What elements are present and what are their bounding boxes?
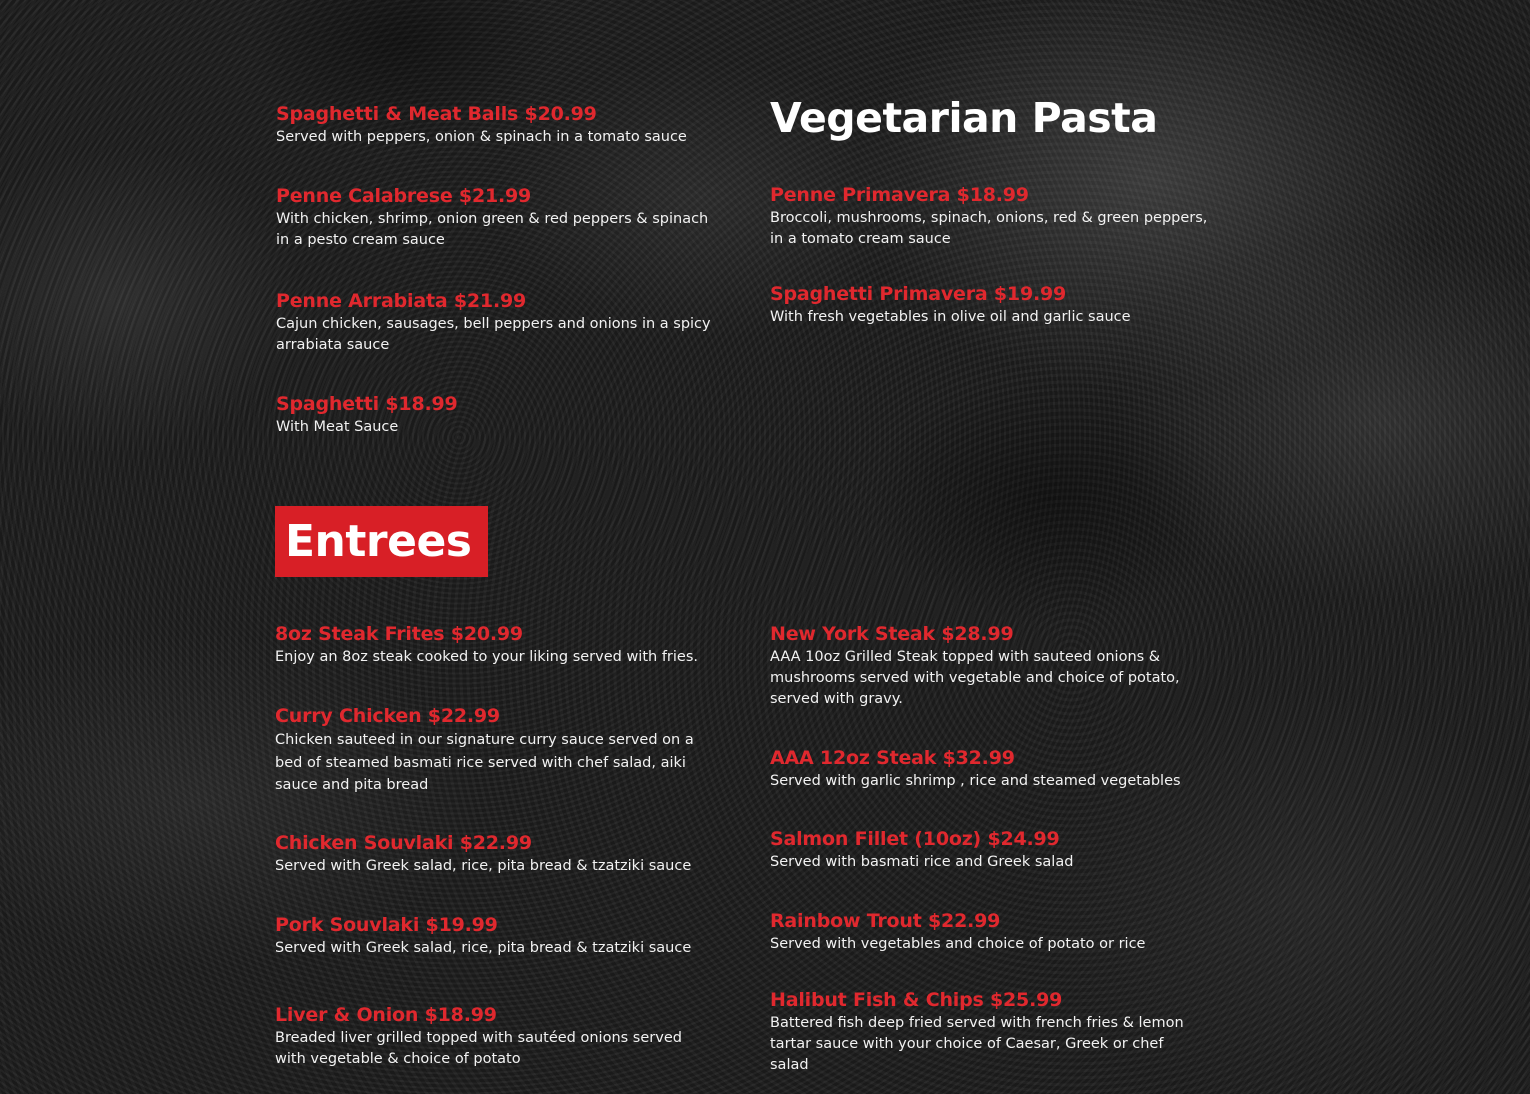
menu-item-description: Broccoli, mushrooms, spinach, onions, red & green peppers, in a tomato cream sauce [770, 210, 1208, 247]
menu-item [770, 282, 1210, 328]
section-heading-vegetarian-pasta: Vegetarian Pasta [770, 94, 1158, 142]
menu-item-title: Liver & Onion $18.99 [275, 1004, 497, 1026]
menu-item [275, 913, 715, 959]
menu-item-title: Rainbow Trout $22.99 [770, 910, 1001, 932]
menu-item-title: Spaghetti & Meat Balls $20.99 [276, 103, 597, 125]
menu-item-description: Served with Greek salad, rice, pita bread & tzatziki sauce [275, 940, 692, 956]
menu-item [275, 831, 715, 877]
menu-item-title: New York Steak $28.99 [770, 623, 1014, 645]
menu-item-title: Chicken Souvlaki $22.99 [275, 832, 532, 854]
menu-item-title: Penne Calabrese $21.99 [276, 185, 532, 207]
menu-item-description: Served with Greek salad, rice, pita bread & tzatziki sauce [275, 858, 692, 874]
menu-item-description: Served with basmati rice and Greek salad [770, 854, 1074, 870]
menu-item-title: AAA 12oz Steak $32.99 [770, 747, 1015, 769]
menu-item-title: Penne Primavera $18.99 [770, 184, 1029, 206]
menu-item-description: Chicken sauteed in our signature curry sauce served on a bed of steamed basmati rice served with chef salad, aiki sauce and pita bread [275, 732, 694, 793]
menu-item [770, 622, 1200, 710]
menu-item [276, 184, 716, 251]
menu-item [770, 746, 1200, 792]
menu-item-description: Breaded liver grilled topped with sautéed onions served with vegetable & choice of potato [275, 1030, 682, 1067]
menu-item [276, 289, 716, 356]
menu-item-title: Spaghetti $18.99 [276, 393, 458, 415]
menu-item-title: Pork Souvlaki $19.99 [275, 914, 498, 936]
menu-item-description: With chicken, shrimp, onion green & red peppers & spinach in a pesto cream sauce [276, 211, 709, 248]
menu-item [770, 827, 1200, 873]
menu-item-description: AAA 10oz Grilled Steak topped with sauteed onions & mushrooms served with vegetable and choice of potato, served with gravy. [770, 649, 1180, 707]
menu-item-description: Enjoy an 8oz steak cooked to your liking served with fries. [275, 649, 698, 665]
menu-item-title: Curry Chicken $22.99 [275, 705, 500, 727]
menu-item [275, 704, 715, 797]
menu-item [275, 1003, 715, 1070]
menu-item-title: 8oz Steak Frites $20.99 [275, 623, 523, 645]
menu-item-description: With Meat Sauce [276, 419, 399, 435]
menu-item-description: Served with garlic shrimp , rice and steamed vegetables [770, 773, 1181, 789]
menu-item [275, 622, 715, 668]
menu-item-title: Halibut Fish & Chips $25.99 [770, 989, 1063, 1011]
menu-item-description: Cajun chicken, sausages, bell peppers and onions in a spicy arrabiata sauce [276, 316, 711, 353]
menu-item-title: Spaghetti Primavera $19.99 [770, 283, 1067, 305]
menu-item [276, 392, 716, 438]
menu-item-description: Battered fish deep fried served with french fries & lemon tartar sauce with your choice of Caesar, Greek or chef salad [770, 1015, 1184, 1073]
menu-item [770, 183, 1210, 250]
menu-item-description: Served with vegetables and choice of potato or rice [770, 936, 1146, 952]
menu-item-title: Penne Arrabiata $21.99 [276, 290, 527, 312]
menu-item-description: With fresh vegetables in olive oil and garlic sauce [770, 309, 1131, 325]
menu-item-description: Served with peppers, onion & spinach in a tomato sauce [276, 129, 687, 145]
section-heading-entrees: Entrees [275, 506, 488, 577]
menu-item [770, 909, 1200, 955]
menu-item-title: Salmon Fillet (10oz) $24.99 [770, 828, 1060, 850]
menu-item [770, 988, 1200, 1076]
menu-item [276, 102, 716, 148]
